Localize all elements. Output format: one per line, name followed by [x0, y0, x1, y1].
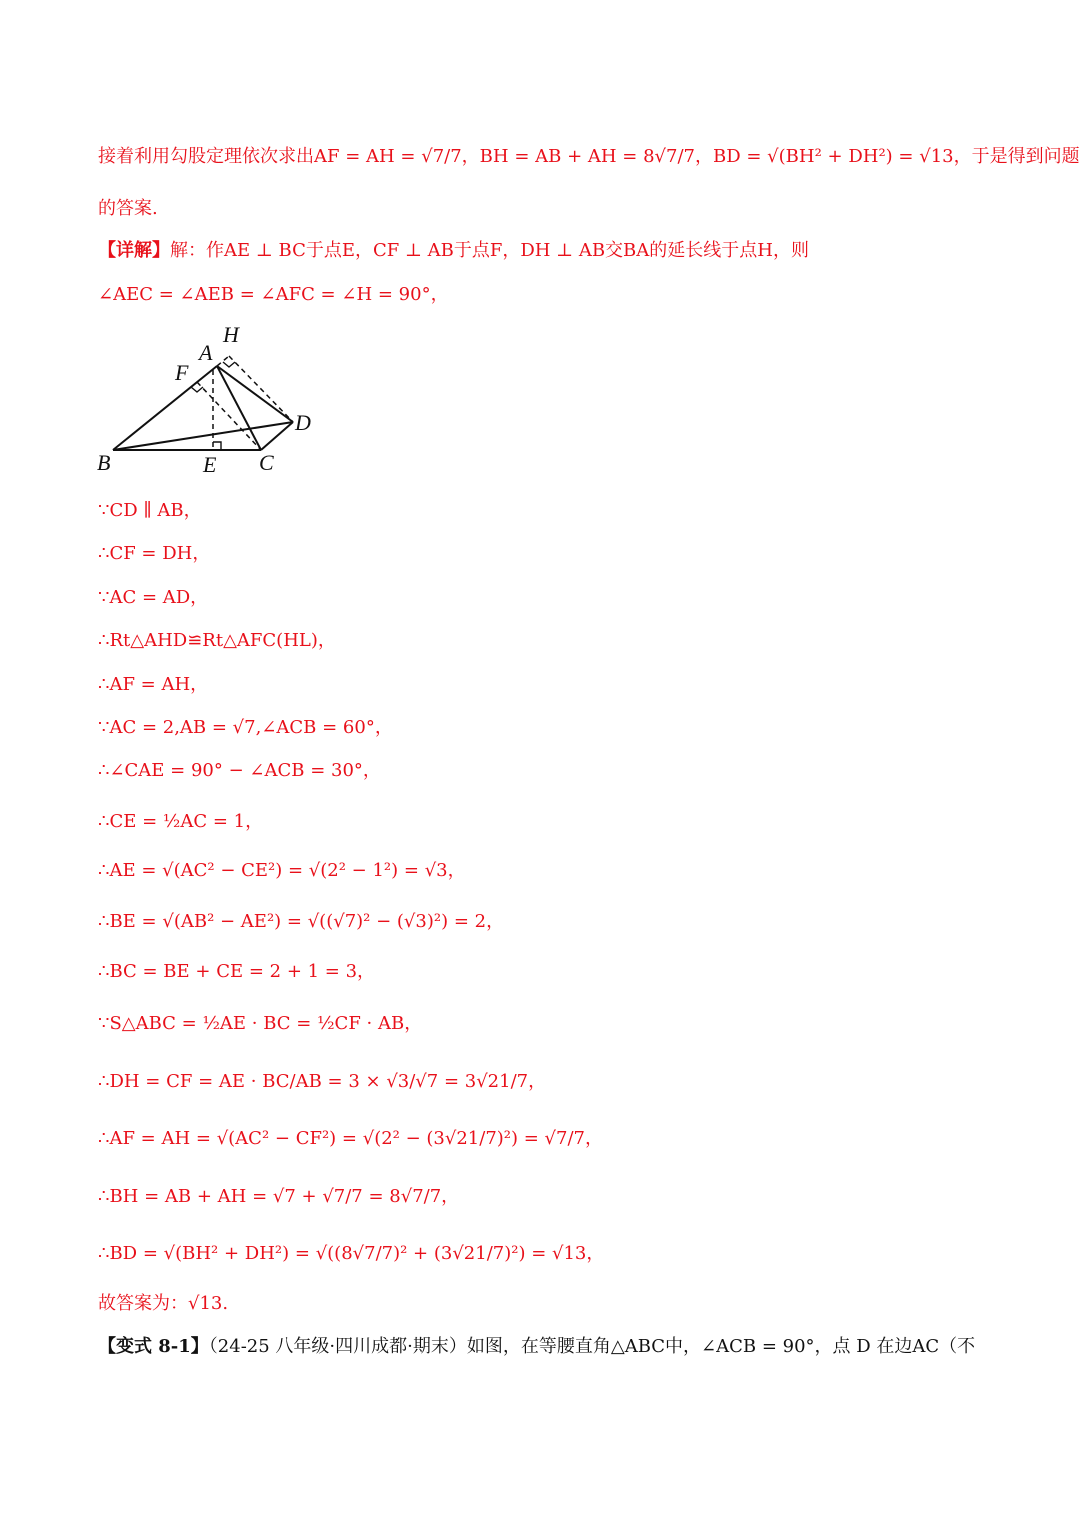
step-12: ∵S△ABC = ½AE · BC = ½CF · AB，: [98, 1013, 423, 1034]
step-10: ∴BE = √(AB² − AE²) = √((√7)² − (√3)²) = 2，: [98, 911, 505, 932]
step-13: ∴DH = CF = AE · BC/AB = 3 × √3/√7 = 3√21/7，: [98, 1071, 547, 1092]
final-answer: 故答案为：√13.: [98, 1293, 229, 1314]
intro-line-2: 的答案.: [98, 198, 158, 219]
segment-dh: [229, 356, 293, 422]
step-5: ∴AF = AH，: [98, 674, 209, 695]
variant-tag: 【变式 8-1】: [98, 1336, 209, 1357]
step-16: ∴BD = √(BH² + DH²) = √((8√7/7)² + (3√21/7)²) = √13，: [98, 1243, 605, 1264]
step-3: ∵AC = AD，: [98, 587, 209, 608]
step-9: ∴AE = √(AC² − CE²) = √(2² − 1²) = √3，: [98, 860, 466, 881]
step-7: ∴∠CAE = 90° − ∠ACB = 30°，: [98, 760, 381, 781]
variant-text: （24-25 八年级·四川成都·期末）如图，在等腰直角△ABC中，∠ACB = 90°，点 D 在边AC（不: [208, 1336, 976, 1357]
geometry-figure: [95, 322, 325, 480]
detail-text: 解：作AE ⊥ BC于点E，CF ⊥ AB于点F，DH ⊥ AB交BA的延长线于点H，则: [170, 240, 809, 261]
step-14: ∴AF = AH = √(AC² − CF²) = √(2² − (3√21/7)²) = √7/7，: [98, 1128, 603, 1149]
label-c: C: [259, 450, 274, 475]
segment-ad: [217, 366, 293, 422]
intro-line-1: 接着利用勾股定理依次求出AF = AH = √7/7，BH = AB + AH = 8√7/7，BD = √(BH² + DH²) = √13，于是得到问题: [98, 146, 1080, 167]
right-angle-e: [213, 442, 221, 450]
right-angle-h: [223, 362, 235, 367]
detail-line: [98, 242, 809, 260]
angle-statement: ∠AEC = ∠AEB = ∠AFC = ∠H = 90°，: [98, 284, 449, 305]
variant-question: [98, 1338, 975, 1356]
extension-ah: [217, 356, 229, 366]
label-b: B: [97, 450, 111, 475]
segment-ac: [217, 366, 261, 450]
label-a: A: [199, 340, 213, 365]
label-e: E: [203, 452, 217, 477]
step-4: ∴Rt△AHD≌Rt△AFC(HL)，: [98, 630, 336, 651]
step-11: ∴BC = BE + CE = 2 + 1 = 3，: [98, 961, 376, 982]
step-15: ∴BH = AB + AH = √7 + √7/7 = 8√7/7，: [98, 1186, 460, 1207]
step-6: ∵AC = 2,AB = √7,∠ACB = 60°，: [98, 717, 393, 738]
segment-ba: [113, 366, 217, 450]
detail-tag: 【详解】: [98, 240, 170, 261]
right-angle-f: [191, 387, 203, 392]
label-d: D: [295, 410, 311, 435]
step-1: ∵CD ∥ AB，: [98, 500, 202, 521]
label-h: H: [223, 322, 239, 347]
label-f: F: [175, 360, 189, 385]
step-8: ∴CE = ½AC = 1，: [98, 811, 264, 832]
step-2: ∴CF = DH，: [98, 543, 211, 564]
